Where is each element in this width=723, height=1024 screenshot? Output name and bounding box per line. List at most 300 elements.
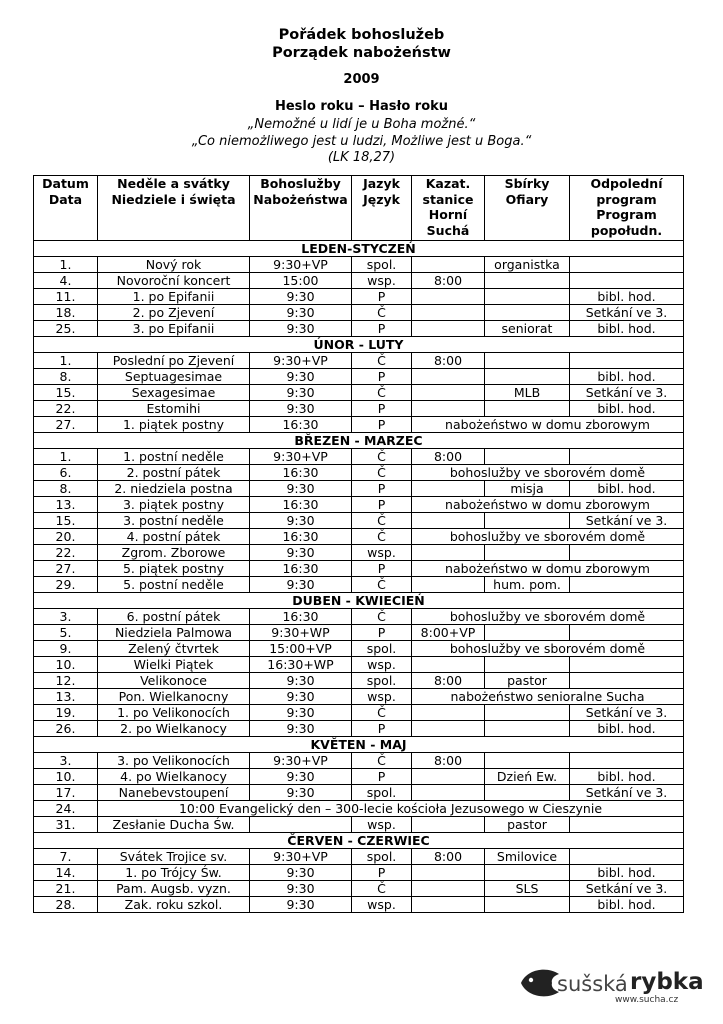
merged-note-cell: bohoslužby ve sborovém domě bbox=[412, 465, 684, 481]
motto-title: Heslo roku – Hasło roku bbox=[274, 99, 449, 114]
col-collections-cell: seniorat bbox=[485, 321, 570, 337]
col-date-cell: 1. bbox=[34, 449, 98, 465]
header-line: Nabożeństwa bbox=[253, 191, 348, 207]
col-preaching-station-cell bbox=[412, 657, 485, 673]
col-afternoon-cell: bibl. hod. bbox=[570, 369, 684, 385]
col-service-cell: 9:30+VP bbox=[250, 257, 352, 273]
col-service-cell: 9:30 bbox=[250, 369, 352, 385]
header-line: Data bbox=[48, 191, 83, 207]
col-language-cell: wsp. bbox=[352, 545, 412, 561]
col-afternoon-cell: bibl. hod. bbox=[570, 289, 684, 305]
col-service-cell: 9:30+VP bbox=[250, 849, 352, 865]
table-row bbox=[34, 769, 684, 785]
col-collections-cell: pastor bbox=[485, 673, 570, 689]
table-row bbox=[34, 625, 684, 641]
col-date-cell: 18. bbox=[34, 305, 98, 321]
schedule-table bbox=[33, 175, 684, 913]
col-date-cell: 17. bbox=[34, 785, 98, 801]
col-collections-cell: MLB bbox=[485, 385, 570, 401]
event-note-cell: 10:00 Evangelický den – 300-lecie kościoła Jezusowego w Cieszynie bbox=[98, 801, 684, 817]
col-language-cell: Č bbox=[352, 881, 412, 897]
table-row bbox=[34, 417, 684, 433]
col-collections-cell bbox=[485, 449, 570, 465]
col-service-cell: 9:30 bbox=[250, 865, 352, 881]
logo-url: www.sucha.cz bbox=[615, 995, 679, 1005]
title-czech: Pořádek bohoslužeb bbox=[278, 27, 445, 43]
col-service-cell: 16:30 bbox=[250, 417, 352, 433]
col-sunday-cell: Septuagesimae bbox=[98, 369, 250, 385]
col-sunday-cell: 3. po Epifanii bbox=[98, 321, 250, 337]
col-sunday-header bbox=[98, 176, 250, 241]
col-preaching-station-cell: 8:00 bbox=[412, 273, 485, 289]
col-preaching-station-cell bbox=[412, 305, 485, 321]
col-afternoon-cell: bibl. hod. bbox=[570, 865, 684, 881]
col-afternoon-cell bbox=[570, 817, 684, 833]
col-date-cell: 15. bbox=[34, 513, 98, 529]
col-preaching-station-cell bbox=[412, 257, 485, 273]
table-body bbox=[34, 241, 684, 913]
table-row bbox=[34, 721, 684, 737]
col-collections-cell: Smilovice bbox=[485, 849, 570, 865]
col-sunday-cell: Nový rok bbox=[98, 257, 250, 273]
col-service-cell: 9:30 bbox=[250, 881, 352, 897]
col-service-cell: 16:30 bbox=[250, 561, 352, 577]
col-preaching-station-cell bbox=[412, 865, 485, 881]
col-collections-cell bbox=[485, 353, 570, 369]
col-date-cell: 27. bbox=[34, 417, 98, 433]
col-language-cell: P bbox=[352, 561, 412, 577]
col-preaching-station-cell: 8:00 bbox=[412, 673, 485, 689]
table-row bbox=[34, 849, 684, 865]
col-service-cell: 9:30 bbox=[250, 785, 352, 801]
col-service-cell: 9:30 bbox=[250, 481, 352, 497]
header-line: Neděle a svátky bbox=[117, 176, 230, 191]
table-row bbox=[34, 897, 684, 913]
col-collections-cell bbox=[485, 369, 570, 385]
col-date-cell: 9. bbox=[34, 641, 98, 657]
col-date-cell: 15. bbox=[34, 385, 98, 401]
col-afternoon-cell bbox=[570, 849, 684, 865]
col-sunday-cell: Zelený čtvrtek bbox=[98, 641, 250, 657]
header-line: Horní bbox=[428, 207, 468, 222]
col-language-cell: Č bbox=[352, 385, 412, 401]
col-sunday-cell: Sexagesimae bbox=[98, 385, 250, 401]
col-date-cell: 26. bbox=[34, 721, 98, 737]
col-language-cell: P bbox=[352, 865, 412, 881]
col-language-cell: P bbox=[352, 481, 412, 497]
col-collections-cell bbox=[485, 289, 570, 305]
col-sunday-cell: Estomihi bbox=[98, 401, 250, 417]
col-preaching-station-cell bbox=[412, 769, 485, 785]
col-date-cell: 8. bbox=[34, 369, 98, 385]
table-row bbox=[34, 577, 684, 593]
col-collections-cell bbox=[485, 273, 570, 289]
merged-note-cell: bohoslužby ve sborovém domě bbox=[412, 529, 684, 545]
table-row bbox=[34, 257, 684, 273]
header-line: Datum bbox=[42, 176, 89, 191]
col-afternoon-cell: Setkání ve 3. bbox=[570, 705, 684, 721]
col-collections-cell bbox=[485, 545, 570, 561]
table-row bbox=[34, 529, 684, 545]
col-collections-cell: hum. pom. bbox=[485, 577, 570, 593]
col-service-cell: 9:30 bbox=[250, 385, 352, 401]
col-afternoon-cell: Setkání ve 3. bbox=[570, 785, 684, 801]
col-afternoon-cell bbox=[570, 577, 684, 593]
col-collections-cell bbox=[485, 625, 570, 641]
header-line: Sbírky bbox=[504, 176, 550, 191]
month-row bbox=[34, 433, 684, 449]
col-language-cell: spol. bbox=[352, 641, 412, 657]
merged-note-cell: nabożeństwo w domu zborowym bbox=[412, 497, 684, 513]
col-sunday-cell: Svátek Trojice sv. bbox=[98, 849, 250, 865]
col-preaching-station-cell bbox=[412, 785, 485, 801]
col-language-cell: spol. bbox=[352, 673, 412, 689]
col-sunday-cell: Zgrom. Zborowe bbox=[98, 545, 250, 561]
table-header-row bbox=[34, 176, 684, 241]
col-date-cell: 1. bbox=[34, 257, 98, 273]
col-preaching-station-cell bbox=[412, 385, 485, 401]
col-date-cell: 12. bbox=[34, 673, 98, 689]
col-afternoon-cell: bibl. hod. bbox=[570, 401, 684, 417]
col-preaching-station-cell bbox=[412, 817, 485, 833]
header-line: Jazyk bbox=[363, 176, 400, 191]
col-sunday-cell: Nanebevstoupení bbox=[98, 785, 250, 801]
col-afternoon-cell: Setkání ve 3. bbox=[570, 305, 684, 321]
col-sunday-cell: 5. postní neděle bbox=[98, 577, 250, 593]
col-sunday-cell: 5. piątek postny bbox=[98, 561, 250, 577]
title-polish: Porządek nabożeństw bbox=[272, 45, 451, 61]
logo-word-rybka: rybka bbox=[630, 969, 704, 995]
col-preaching-station-cell: 8:00 bbox=[412, 449, 485, 465]
col-afternoon-cell: bibl. hod. bbox=[570, 481, 684, 497]
month-row bbox=[34, 241, 684, 257]
col-sunday-cell: 1. postní neděle bbox=[98, 449, 250, 465]
col-preaching-station-cell: 8:00+VP bbox=[412, 625, 485, 641]
col-preaching-station-cell: 8:00 bbox=[412, 849, 485, 865]
col-afternoon-cell bbox=[570, 753, 684, 769]
col-service-cell: 9:30 bbox=[250, 321, 352, 337]
col-date-cell: 14. bbox=[34, 865, 98, 881]
logo-word-susska: sušská bbox=[557, 972, 628, 996]
merged-note-cell: nabożeństwo senioralne Sucha bbox=[412, 689, 684, 705]
table-row bbox=[34, 465, 684, 481]
header-line: Ofiary bbox=[505, 191, 549, 207]
col-sunday-cell: 3. piątek postny bbox=[98, 497, 250, 513]
month-heading: ČERVEN - CZERWIEC bbox=[34, 833, 684, 849]
col-preaching-station-cell bbox=[412, 481, 485, 497]
col-sunday-cell: 2. niedziela postna bbox=[98, 481, 250, 497]
table-row bbox=[34, 513, 684, 529]
col-language-cell: Č bbox=[352, 513, 412, 529]
col-afternoon-cell: bibl. hod. bbox=[570, 769, 684, 785]
col-service-header bbox=[250, 176, 352, 241]
col-date-cell: 28. bbox=[34, 897, 98, 913]
col-service-cell: 9:30 bbox=[250, 673, 352, 689]
header-line: Program bbox=[596, 207, 657, 222]
month-heading: KVĚTEN - MAJ bbox=[34, 737, 684, 753]
col-preaching-station-cell bbox=[412, 401, 485, 417]
col-service-cell: 9:30 bbox=[250, 289, 352, 305]
col-service-cell: 9:30 bbox=[250, 305, 352, 321]
col-afternoon-cell bbox=[570, 353, 684, 369]
col-collections-cell: Dzień Ew. bbox=[485, 769, 570, 785]
col-language-cell: P bbox=[352, 321, 412, 337]
col-date-cell: 27. bbox=[34, 561, 98, 577]
header-line: Język bbox=[363, 191, 400, 207]
col-sunday-cell: Zak. roku szkol. bbox=[98, 897, 250, 913]
table-row bbox=[34, 881, 684, 897]
col-service-cell: 9:30+VP bbox=[250, 449, 352, 465]
col-date-cell: 20. bbox=[34, 529, 98, 545]
col-service-cell: 16:30 bbox=[250, 497, 352, 513]
col-sunday-cell: Pon. Wielkanocny bbox=[98, 689, 250, 705]
motto-czech: „Nemožné u lidí je u Boha možné.“ bbox=[247, 117, 476, 132]
col-sunday-cell: Velikonoce bbox=[98, 673, 250, 689]
col-afternoon-cell bbox=[570, 625, 684, 641]
merged-note-cell: bohoslužby ve sborovém domě bbox=[412, 641, 684, 657]
col-date-cell: 13. bbox=[34, 497, 98, 513]
col-collections-cell: organistka bbox=[485, 257, 570, 273]
header-line: stanice bbox=[422, 191, 474, 207]
col-language-cell: Č bbox=[352, 753, 412, 769]
col-date-cell: 25. bbox=[34, 321, 98, 337]
col-service-cell: 9:30+VP bbox=[250, 753, 352, 769]
col-collections-cell bbox=[485, 753, 570, 769]
merged-note-cell: nabożeństwo w domu zborowym bbox=[412, 561, 684, 577]
col-sunday-cell: 2. postní pátek bbox=[98, 465, 250, 481]
col-afternoon-cell: bibl. hod. bbox=[570, 721, 684, 737]
col-sunday-cell: Novoroční koncert bbox=[98, 273, 250, 289]
col-collections-cell bbox=[485, 305, 570, 321]
col-date-cell: 10. bbox=[34, 657, 98, 673]
col-collections-cell bbox=[485, 705, 570, 721]
col-language-cell: Č bbox=[352, 449, 412, 465]
motto-reference: (LK 18,27) bbox=[327, 150, 396, 165]
table-row bbox=[34, 657, 684, 673]
col-service-cell: 9:30 bbox=[250, 721, 352, 737]
col-date-cell: 19. bbox=[34, 705, 98, 721]
col-afternoon-cell bbox=[570, 273, 684, 289]
col-date-cell: 7. bbox=[34, 849, 98, 865]
table-row bbox=[34, 401, 684, 417]
col-language-cell: wsp. bbox=[352, 897, 412, 913]
col-collections-cell bbox=[485, 401, 570, 417]
col-language-cell: P bbox=[352, 497, 412, 513]
table-row bbox=[34, 673, 684, 689]
col-collections-cell bbox=[485, 897, 570, 913]
month-row bbox=[34, 337, 684, 353]
col-date-cell: 6. bbox=[34, 465, 98, 481]
col-afternoon-cell bbox=[570, 257, 684, 273]
col-date-cell: 1. bbox=[34, 353, 98, 369]
header-line: program bbox=[596, 191, 657, 207]
table-row bbox=[34, 289, 684, 305]
col-language-cell: spol. bbox=[352, 849, 412, 865]
col-sunday-cell: 3. po Velikonocích bbox=[98, 753, 250, 769]
table-row bbox=[34, 817, 684, 833]
col-language-cell: Č bbox=[352, 529, 412, 545]
col-language-cell: spol. bbox=[352, 785, 412, 801]
col-afternoon-cell bbox=[570, 449, 684, 465]
col-afternoon-cell: Setkání ve 3. bbox=[570, 513, 684, 529]
col-service-cell: 16:30 bbox=[250, 609, 352, 625]
col-date-cell: 5. bbox=[34, 625, 98, 641]
col-afternoon-cell: bibl. hod. bbox=[570, 897, 684, 913]
col-date-cell: 21. bbox=[34, 881, 98, 897]
col-language-cell: Č bbox=[352, 705, 412, 721]
table-row bbox=[34, 689, 684, 705]
header-line: popołudn. bbox=[590, 222, 663, 238]
merged-note-cell: bohoslužby ve sborovém domě bbox=[412, 609, 684, 625]
logo bbox=[517, 960, 704, 1010]
month-row bbox=[34, 737, 684, 753]
col-afternoon-cell bbox=[570, 657, 684, 673]
col-language-cell: Č bbox=[352, 577, 412, 593]
col-language-cell: Č bbox=[352, 353, 412, 369]
month-heading: ÚNOR - LUTY bbox=[34, 337, 684, 353]
col-sunday-cell: Niedziela Palmowa bbox=[98, 625, 250, 641]
col-preaching-station-cell bbox=[412, 705, 485, 721]
col-service-cell: 9:30 bbox=[250, 513, 352, 529]
header-line: Bohoslužby bbox=[260, 176, 341, 191]
col-language-cell: P bbox=[352, 769, 412, 785]
table-row bbox=[34, 449, 684, 465]
col-date-cell: 3. bbox=[34, 609, 98, 625]
col-afternoon-cell bbox=[570, 545, 684, 561]
table-row bbox=[34, 353, 684, 369]
col-collections-cell bbox=[485, 657, 570, 673]
table-row bbox=[34, 481, 684, 497]
col-sunday-cell: 2. po Zjevení bbox=[98, 305, 250, 321]
month-heading: LEDEN-STYCZEŃ bbox=[34, 241, 684, 257]
col-service-cell: 16:30 bbox=[250, 465, 352, 481]
col-collections-cell: misja bbox=[485, 481, 570, 497]
col-sunday-cell: 4. postní pátek bbox=[98, 529, 250, 545]
col-afternoon-header bbox=[570, 176, 684, 241]
col-language-cell: wsp. bbox=[352, 689, 412, 705]
col-service-cell: 9:30 bbox=[250, 769, 352, 785]
col-sunday-cell: 1. po Epifanii bbox=[98, 289, 250, 305]
col-service-cell: 9:30+VP bbox=[250, 353, 352, 369]
col-language-cell: P bbox=[352, 721, 412, 737]
col-collections-cell bbox=[485, 721, 570, 737]
col-sunday-cell: Poslední po Zjevení bbox=[98, 353, 250, 369]
table-row bbox=[34, 641, 684, 657]
col-language-cell: wsp. bbox=[352, 817, 412, 833]
col-collections-cell: SLS bbox=[485, 881, 570, 897]
col-service-cell: 15:00+VP bbox=[250, 641, 352, 657]
col-service-cell: 9:30 bbox=[250, 577, 352, 593]
col-preaching-station-cell bbox=[412, 897, 485, 913]
month-heading: BŘEZEN - MARZEC bbox=[34, 433, 684, 449]
merged-note-cell: nabożeństwo w domu zborowym bbox=[412, 417, 684, 433]
col-preaching-station-cell bbox=[412, 289, 485, 305]
col-collections-cell: pastor bbox=[485, 817, 570, 833]
table-row bbox=[34, 609, 684, 625]
col-language-cell: wsp. bbox=[352, 273, 412, 289]
col-preaching-station-cell bbox=[412, 577, 485, 593]
table-row bbox=[34, 753, 684, 769]
col-collections-cell bbox=[485, 865, 570, 881]
header-line: Odpolední bbox=[590, 176, 663, 191]
table-row bbox=[34, 801, 684, 817]
year: 2009 bbox=[343, 72, 380, 87]
col-language-cell: spol. bbox=[352, 257, 412, 273]
table-row bbox=[34, 273, 684, 289]
col-date-cell: 24. bbox=[34, 801, 98, 817]
col-preaching-station-cell bbox=[412, 881, 485, 897]
col-service-cell: 9:30 bbox=[250, 705, 352, 721]
table-row bbox=[34, 321, 684, 337]
col-service-cell bbox=[250, 817, 352, 833]
col-afternoon-cell: Setkání ve 3. bbox=[570, 881, 684, 897]
col-preaching-station-cell bbox=[412, 513, 485, 529]
col-sunday-cell: 2. po Wielkanocy bbox=[98, 721, 250, 737]
col-language-cell: P bbox=[352, 289, 412, 305]
header-line: Niedziele i święta bbox=[111, 191, 236, 207]
table-row bbox=[34, 369, 684, 385]
col-afternoon-cell: Setkání ve 3. bbox=[570, 385, 684, 401]
col-date-cell: 22. bbox=[34, 401, 98, 417]
table-row bbox=[34, 385, 684, 401]
col-date-cell: 3. bbox=[34, 753, 98, 769]
col-language-cell: Č bbox=[352, 609, 412, 625]
header-line: Kazat. bbox=[425, 176, 471, 191]
col-language-cell: Č bbox=[352, 305, 412, 321]
col-afternoon-cell: bibl. hod. bbox=[570, 321, 684, 337]
col-service-cell: 9:30 bbox=[250, 897, 352, 913]
col-preaching-station-cell: 8:00 bbox=[412, 353, 485, 369]
col-preaching-station-cell bbox=[412, 321, 485, 337]
col-sunday-cell: 1. po Velikonocích bbox=[98, 705, 250, 721]
month-row bbox=[34, 593, 684, 609]
col-service-cell: 9:30 bbox=[250, 689, 352, 705]
col-date-cell: 8. bbox=[34, 481, 98, 497]
col-date-cell: 22. bbox=[34, 545, 98, 561]
col-service-cell: 9:30+WP bbox=[250, 625, 352, 641]
table-row bbox=[34, 865, 684, 881]
col-preaching-station-cell: 8:00 bbox=[412, 753, 485, 769]
col-sunday-cell: 1. po Trójcy Św. bbox=[98, 865, 250, 881]
col-preaching-station-cell bbox=[412, 721, 485, 737]
col-service-cell: 15:00 bbox=[250, 273, 352, 289]
col-language-cell: P bbox=[352, 417, 412, 433]
col-sunday-cell: 1. piątek postny bbox=[98, 417, 250, 433]
col-sunday-cell: 3. postní neděle bbox=[98, 513, 250, 529]
table-row bbox=[34, 705, 684, 721]
col-sunday-cell: Zesłanie Ducha Św. bbox=[98, 817, 250, 833]
col-date-cell: 31. bbox=[34, 817, 98, 833]
col-date-cell: 11. bbox=[34, 289, 98, 305]
col-date-cell: 29. bbox=[34, 577, 98, 593]
col-date-cell: 10. bbox=[34, 769, 98, 785]
col-sunday-cell: Pam. Augsb. vyzn. bbox=[98, 881, 250, 897]
col-language-header bbox=[352, 176, 412, 241]
col-language-cell: Č bbox=[352, 465, 412, 481]
col-language-cell: P bbox=[352, 369, 412, 385]
col-collections-header bbox=[485, 176, 570, 241]
col-sunday-cell: 4. po Wielkanocy bbox=[98, 769, 250, 785]
col-language-cell: wsp. bbox=[352, 657, 412, 673]
col-collections-cell bbox=[485, 785, 570, 801]
month-heading: DUBEN - KWIECIEŃ bbox=[34, 593, 684, 609]
col-service-cell: 9:30 bbox=[250, 545, 352, 561]
col-service-cell: 16:30+WP bbox=[250, 657, 352, 673]
col-preaching-station-cell bbox=[412, 545, 485, 561]
col-language-cell: P bbox=[352, 401, 412, 417]
table-row bbox=[34, 497, 684, 513]
month-row bbox=[34, 833, 684, 849]
